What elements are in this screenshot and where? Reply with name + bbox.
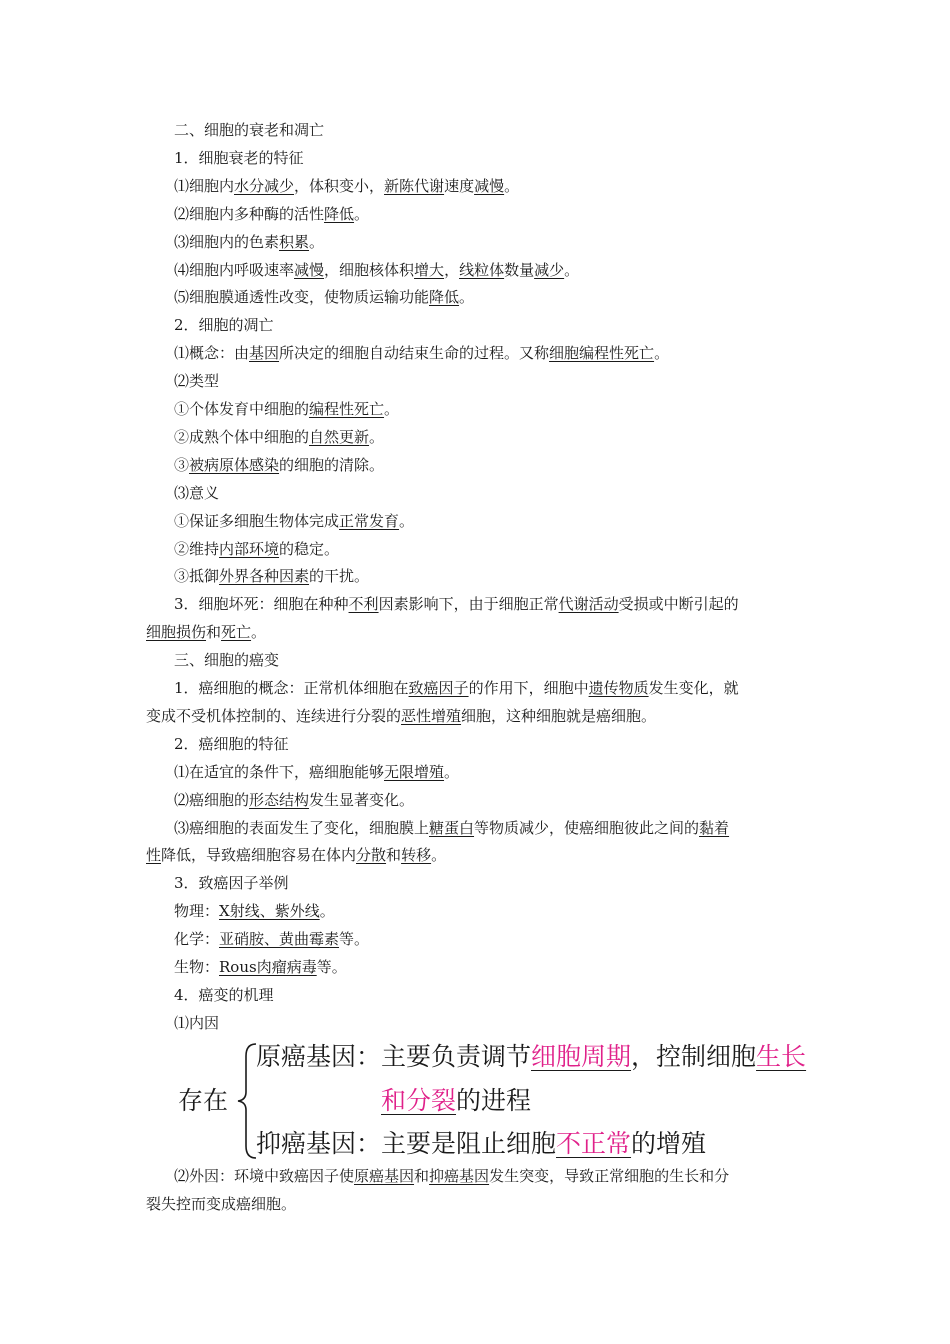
answer-blank: 减慢 (294, 260, 325, 279)
gene-diagram (176, 1038, 836, 1164)
text-line (174, 427, 384, 447)
answer-blank: 细胞编程性死亡 (549, 344, 655, 363)
text-line (174, 678, 739, 698)
text-segment: ⑴内因 (174, 1013, 220, 1032)
text-line (174, 176, 519, 196)
text-segment: ②维持 (174, 539, 220, 558)
text-line (146, 706, 656, 726)
text-line (174, 399, 399, 419)
text-segment: 细胞，这种细胞就是癌细胞。 (461, 706, 657, 725)
text-segment: ①保证多细胞生物体完成 (174, 511, 340, 530)
text-segment: ⑴概念：由 (174, 344, 250, 363)
text-line (174, 315, 274, 335)
diagram-line-proto (256, 1041, 806, 1073)
text-segment: 。 (309, 232, 325, 251)
answer-blank: X射线、紫外线 (219, 902, 320, 921)
text-segment: 等物质减少，使癌细胞彼此之间的 (474, 818, 700, 837)
text-line (174, 985, 274, 1005)
answer-blank: 分散 (356, 846, 387, 865)
text-segment: 变成不受机体控制的、连续进行分裂的 (146, 706, 402, 725)
text-segment: 。 (654, 344, 670, 363)
answer-blank: 新陈代谢 (384, 176, 445, 195)
answer-blank: 积累 (279, 232, 310, 251)
text-line (174, 232, 324, 252)
text-segment: 的作用下，细胞中 (468, 679, 589, 697)
division-term: 和分裂 (381, 1086, 457, 1115)
text-segment: 。 (504, 176, 520, 195)
answer-blank: 自然更新 (309, 427, 370, 446)
text-line (174, 734, 289, 754)
text-segment: 发生变化，就 (648, 679, 739, 697)
answer-blank: 正常发育 (339, 511, 400, 530)
text-segment: ⑶意义 (174, 483, 220, 502)
text-segment: 。 (444, 762, 460, 781)
text-line (174, 204, 369, 224)
text-line (174, 929, 369, 949)
answer-blank: 遗传物质 (588, 679, 649, 697)
text-segment: 物理： (174, 902, 220, 921)
answer-blank: 降低 (324, 204, 355, 223)
text-line (174, 566, 369, 586)
text-segment: 二、细胞的衰老和凋亡 (174, 121, 325, 139)
answer-blank: 水分减少 (234, 176, 295, 195)
text-segment: ⑶细胞内的色素 (174, 232, 280, 251)
text-line (146, 1194, 296, 1214)
text-segment: 。 (251, 623, 267, 642)
text-segment: 速度 (444, 176, 475, 195)
answer-blank: 转移 (401, 846, 432, 865)
cell-cycle-term: 细胞周期 (531, 1042, 632, 1071)
text-segment: 。 (564, 260, 580, 279)
text-segment: ①个体发育中细胞的 (174, 400, 310, 418)
text-segment: 降低，导致癌细胞容易在体内 (161, 846, 357, 865)
text-segment: 和 (386, 846, 402, 865)
answer-blank: 减少 (534, 260, 565, 279)
text-line (174, 287, 474, 307)
text-segment: 3．细胞坏死：细胞在种种 (174, 595, 349, 614)
text-segment: ， (444, 260, 460, 279)
text-segment: ，细胞核体积 (324, 260, 415, 279)
diagram-line-proto-cont (381, 1085, 531, 1117)
answer-blank: 代谢活动 (558, 595, 619, 614)
text-segment: ⑵类型 (174, 372, 220, 391)
text-segment: ⑵细胞内多种酶的活性 (174, 204, 325, 223)
text-segment: 。 (319, 902, 335, 921)
text-segment: 数量 (504, 260, 535, 279)
text-segment: 。 (459, 288, 475, 307)
text-segment: 。 (384, 400, 400, 418)
answer-blank: 黏着 (699, 818, 730, 837)
text-segment: 三、细胞的癌变 (174, 651, 280, 670)
text-segment: ⑵癌细胞的 (174, 790, 250, 809)
text-line (174, 1166, 729, 1186)
text-segment: ，体积变小， (294, 176, 385, 195)
text-line (174, 120, 324, 140)
answer-blank: Rous肉瘤病毒 (219, 958, 317, 976)
text-line (174, 790, 414, 810)
text-segment: 1．细胞衰老的特征 (174, 148, 304, 167)
text-line (174, 818, 729, 838)
text-segment: 。 (354, 204, 370, 223)
answer-blank: 基因 (249, 344, 280, 363)
answer-blank: 原癌基因 (354, 1167, 415, 1185)
text-line (174, 594, 739, 614)
answer-blank: 降低 (429, 288, 460, 307)
proto-text-3: 的进程 (456, 1086, 532, 1115)
answer-blank: 致癌因子 (408, 679, 469, 697)
answer-blank: 内部环境 (219, 539, 280, 558)
text-segment: ⑷细胞内呼吸速率 (174, 260, 295, 279)
text-segment: 因素影响下，由于细胞正常 (378, 595, 559, 614)
text-segment: ②成熟个体中细胞的 (174, 427, 310, 446)
text-segment: 生物： (174, 958, 220, 976)
text-segment: ⑴细胞内 (174, 176, 235, 195)
text-segment: 的干扰。 (309, 567, 370, 586)
text-line (174, 901, 335, 921)
text-line (174, 483, 219, 503)
text-line (146, 622, 266, 642)
text-segment: 所决定的细胞自动结束生命的过程。又称 (279, 344, 550, 363)
answer-blank: 线粒体 (459, 260, 505, 279)
text-segment: 裂失控而变成癌细胞。 (146, 1194, 297, 1213)
text-segment: 2．细胞的凋亡 (174, 316, 274, 335)
answer-blank: 外界各种因素 (219, 567, 310, 586)
text-segment: 发生显著变化。 (309, 790, 415, 809)
proto-text-2: ，控制细胞 (631, 1042, 757, 1071)
text-line (174, 1013, 219, 1033)
text-line (174, 511, 414, 531)
text-segment: ③抵御 (174, 567, 220, 586)
text-line (174, 260, 579, 280)
text-line (174, 455, 384, 475)
suppressor-text-2: 的增殖 (631, 1129, 707, 1158)
text-line (146, 845, 446, 865)
answer-blank: 死亡 (221, 623, 252, 642)
text-line (174, 148, 304, 168)
answer-blank: 减慢 (474, 176, 505, 195)
diagram-root: 存在 (178, 1086, 229, 1115)
text-line (174, 650, 279, 670)
text-segment: 4．癌变的机理 (174, 985, 274, 1004)
proto-text: 原癌基因：主要负责调节 (256, 1042, 532, 1071)
answer-blank: 糖蛋白 (429, 818, 475, 837)
answer-blank: 增大 (414, 260, 445, 279)
text-segment: 的细胞的清除。 (279, 455, 385, 474)
text-line (174, 371, 219, 391)
text-line (174, 873, 289, 893)
answer-blank: 不利 (348, 595, 379, 614)
text-line (174, 762, 459, 782)
text-segment: 和 (414, 1167, 430, 1185)
answer-blank: 被病原体感染 (189, 455, 280, 474)
text-line (174, 539, 339, 559)
text-segment: 和 (206, 623, 222, 642)
text-segment: 1．癌细胞的概念：正常机体细胞在 (174, 679, 409, 697)
answer-blank: 性 (146, 846, 162, 865)
answer-blank: 无限增殖 (384, 762, 445, 781)
text-segment: 2．癌细胞的特征 (174, 734, 289, 753)
text-segment: 受损或中断引起的 (618, 595, 739, 614)
text-segment: ⑴在适宜的条件下，癌细胞能够 (174, 762, 385, 781)
text-segment: ③ (174, 455, 190, 474)
growth-term: 生长 (756, 1042, 807, 1071)
text-segment: 。 (369, 427, 385, 446)
text-segment: ⑶癌细胞的表面发生了变化，细胞膜上 (174, 818, 430, 837)
diagram-line-suppressor (256, 1128, 706, 1160)
suppressor-text: 抑癌基因：主要是阻止细胞 (256, 1129, 557, 1158)
text-segment: 3．致癌因子举例 (174, 874, 289, 893)
text-line (174, 343, 669, 363)
abnormal-term: 不正常 (556, 1129, 632, 1158)
text-segment: 化学： (174, 930, 220, 949)
text-segment: ⑸细胞膜通透性改变，使物质运输功能 (174, 288, 430, 307)
answer-blank: 恶性增殖 (401, 706, 462, 725)
text-segment: 的稳定。 (279, 539, 340, 558)
answer-blank: 亚硝胺、黄曲霉素 (219, 930, 340, 949)
answer-blank: 抑癌基因 (429, 1167, 490, 1185)
text-segment: ⑵外因：环境中致癌因子使 (174, 1167, 355, 1185)
text-segment: 。 (431, 846, 447, 865)
text-segment: 发生突变，导致正常细胞的生长和分 (489, 1167, 730, 1185)
answer-blank: 细胞损伤 (146, 623, 207, 642)
answer-blank: 编程性死亡 (309, 400, 385, 418)
answer-blank: 形态结构 (249, 790, 310, 809)
text-segment: 。 (399, 511, 415, 530)
text-line (174, 957, 347, 977)
text-segment: 等。 (339, 930, 370, 949)
text-segment: 等。 (316, 958, 347, 976)
